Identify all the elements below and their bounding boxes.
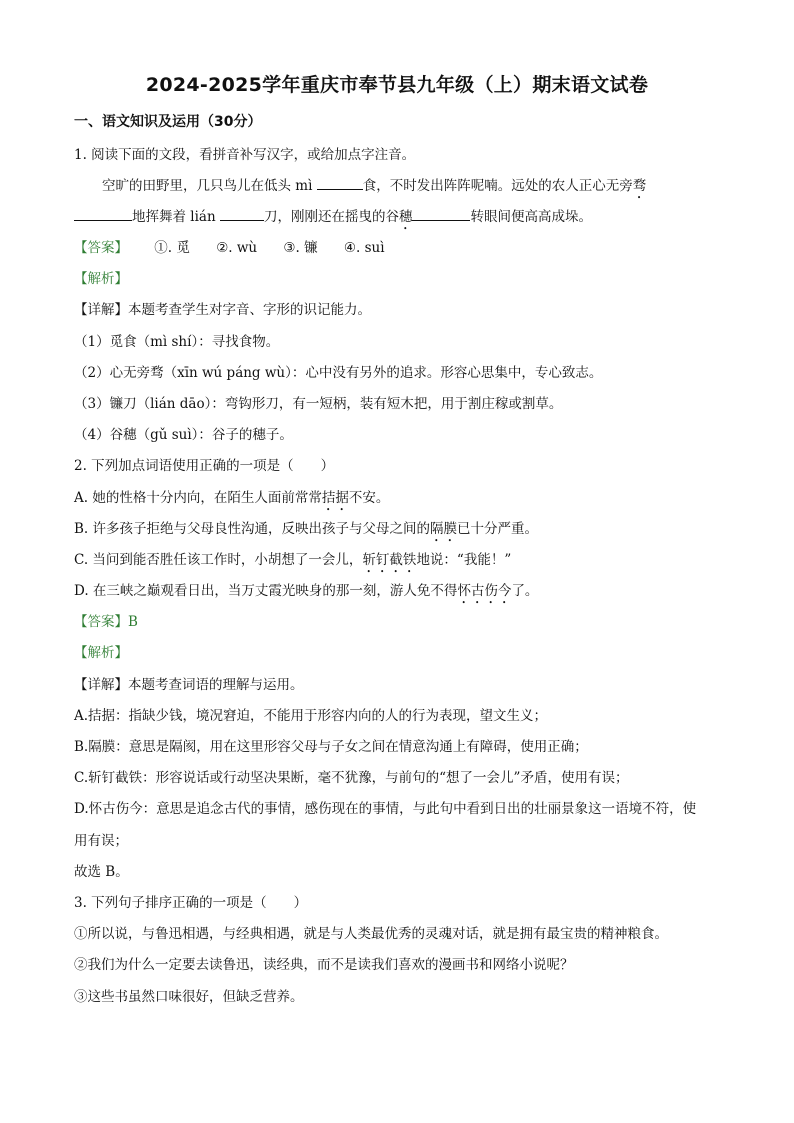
q1-passage-line2 bbox=[74, 205, 592, 233]
q1-dotted-char: 骛 bbox=[632, 178, 647, 194]
dotted-word: 斩钉截铁 bbox=[362, 552, 417, 568]
q1-answer bbox=[74, 236, 385, 256]
answer-item: ①. 觅 bbox=[154, 240, 190, 256]
q3-sentence: ③这些书虽然口味很好，但缺乏营养。 bbox=[74, 989, 304, 1005]
dotted-word: 拮据 bbox=[321, 490, 349, 506]
q2-stem: 2. 下列加点词语使用正确的一项是（ ） bbox=[74, 458, 335, 474]
option-text: 已十分严重。 bbox=[457, 521, 539, 537]
answer-tag: 【答案】B bbox=[74, 614, 138, 630]
q3-sentence: ②我们为什么一定要去读鲁迅，读经典，而不是读我们喜欢的漫画书和网络小说呢？ bbox=[74, 957, 574, 973]
answer-item: ②. wù bbox=[216, 240, 258, 256]
q3-stem: 3. 下列句子排序正确的一项是（ ） bbox=[74, 895, 308, 911]
answer-item: ③. 镰 bbox=[283, 240, 318, 256]
page-title: 2024-2025学年重庆市奉节县九年级（上）期末语文试卷 bbox=[145, 74, 649, 96]
q1-text: 刀，刚刚还在摇曳的谷 bbox=[263, 209, 399, 225]
dotted-word: 怀古伤今 bbox=[457, 583, 512, 599]
note-line: （2）心无旁骛（xīn wú páng wù）：心中没有另外的追求。形容心思集中，专心致志。 bbox=[74, 365, 603, 381]
q1-text: 转眼间便高高成垛。 bbox=[470, 209, 592, 225]
note-line: 故选 B。 bbox=[74, 864, 129, 880]
q2-option-b bbox=[74, 517, 538, 545]
option-text: 了。 bbox=[511, 583, 539, 599]
note-line: 用有误； bbox=[74, 833, 128, 849]
q3-sentence: ①所以说，与鲁迅相遇，与经典相遇，就是与人类最优秀的灵魂对话，就是拥有最宝贵的精神粮食。 bbox=[74, 926, 668, 942]
option-text: B. 许多孩子拒绝与父母良性沟通，反映出孩子与父母之间的 bbox=[74, 521, 431, 537]
option-text: A. 她的性格十分内向，在陌生人面前常常 bbox=[74, 490, 322, 506]
answer-tag: 【答案】 bbox=[74, 240, 128, 256]
note-line: D.怀古伤今：意思是追念古代的事情，感伤现在的事情，与此句中看到日出的壮丽景象这一语境不符，使 bbox=[74, 801, 697, 817]
option-text: 地说：“我能！” bbox=[416, 552, 512, 568]
section-heading: 一、语文知识及运用（30分） bbox=[74, 114, 262, 130]
detail-text: 【详解】本题考查词语的理解与运用。 bbox=[74, 677, 304, 693]
blank-2 bbox=[74, 208, 132, 221]
blank-1 bbox=[317, 177, 363, 190]
note-line: C.斩钉截铁：形容说话或行动坚决果断，毫不犹豫，与前句的“想了一会儿”矛盾，使用有误； bbox=[74, 770, 629, 786]
q1-text: 空旷的田野里，几只鸟儿在低头 mì bbox=[102, 178, 317, 194]
analysis-tag: 【解析】 bbox=[74, 271, 128, 287]
q2-option-a bbox=[74, 486, 389, 514]
note-line: （1）觅食（mì shí）：寻找食物。 bbox=[74, 334, 280, 350]
note-line: （3）镰刀（lián dāo）：弯钩形刀，有一短柄，装有短木把，用于割庄稼或割草。 bbox=[74, 396, 563, 412]
detail-text: 【详解】本题考查学生对字音、字形的识记能力。 bbox=[74, 302, 371, 318]
q2-option-c bbox=[74, 548, 511, 576]
blank-3 bbox=[220, 208, 264, 221]
q2-answer bbox=[74, 610, 138, 630]
q2-option-d bbox=[74, 579, 538, 607]
option-text: C. 当问到能否胜任该工作时，小胡想了一会儿， bbox=[74, 552, 363, 568]
q1-stem: 1. 阅读下面的文段，看拼音补写汉字，或给加点字注音。 bbox=[74, 147, 416, 163]
q1-text: 食，不时发出阵阵呢喃。远处的农人正心无旁 bbox=[362, 178, 633, 194]
dotted-word: 隔膜 bbox=[430, 521, 458, 537]
option-text: D. 在三峡之巅观看日出，当万丈霞光映身的那一刻，游人免不得 bbox=[74, 583, 458, 599]
analysis-tag: 【解析】 bbox=[74, 645, 128, 661]
answer-item: ④. suì bbox=[343, 240, 385, 256]
blank-4 bbox=[412, 208, 470, 221]
q1-text: 地挥舞着 lián bbox=[132, 209, 220, 225]
q1-dotted-char: 穗 bbox=[398, 209, 413, 225]
q1-passage-line1 bbox=[102, 174, 646, 202]
note-line: （4）谷穗（gǔ suì）：谷子的穗子。 bbox=[74, 427, 293, 443]
option-text: 不安。 bbox=[348, 490, 390, 506]
note-line: B.隔膜：意思是隔阂，用在这里形容父母与子女之间在情意沟通上有障碍，使用正确； bbox=[74, 739, 588, 755]
note-line: A.拮据：指缺少钱，境况窘迫，不能用于形容内向的人的行为表现，望文生义； bbox=[74, 708, 548, 724]
